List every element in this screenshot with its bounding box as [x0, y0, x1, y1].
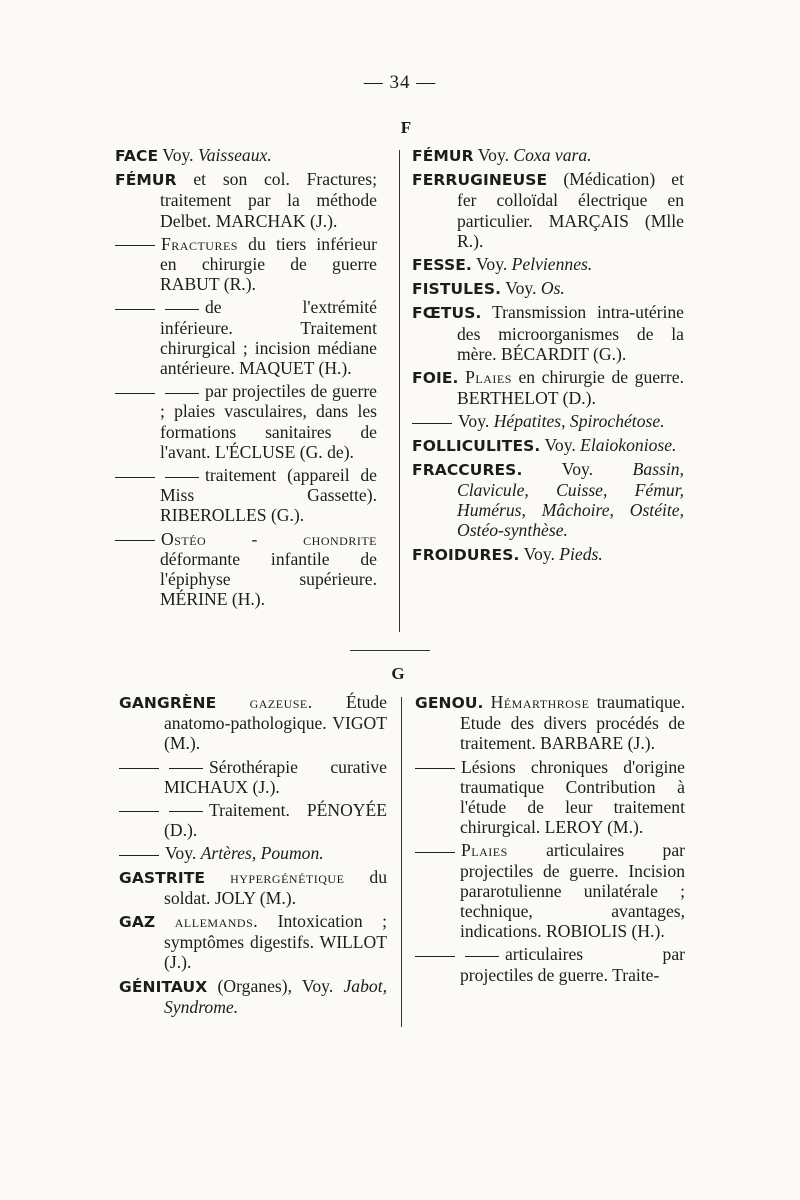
- entry-ferrugineuse: FERRUGINEUSE (Médication) et fer colloïdal électrique en particulier. MARÇAIS (Mlle R.).: [412, 169, 684, 251]
- entry-face: FACE Voy. Vaisseaux.: [115, 145, 272, 165]
- column-g-left: [119, 692, 387, 1020]
- entry-gastrite: GASTRITE hypergénétique du soldat. JOLY (M.).: [119, 866, 387, 908]
- column-divider-g: [401, 697, 402, 1027]
- entry-fraccures: FRACCURES. Voy. Bassin, Clavicule, Cuisse, Fémur, Humérus, Mâchoire, Ostéite, Ostéo-synthèse.: [412, 458, 684, 541]
- entry-gangrene-voy: Voy. Artères, Poumon.: [119, 843, 387, 863]
- entry-foetus: FŒTUS. Transmission intra-utérine des microorganismes de la mère. BÉCARDIT (G.).: [412, 302, 684, 364]
- entry-fesse: FESSE. Voy. Pelviennes.: [412, 254, 593, 275]
- entry-fistules: FISTULES. Voy. Os.: [412, 278, 565, 299]
- entry-femur-projectiles: par projectiles de guerre ; plaies vasculaires, dans les formations sanitaires de l'avant. L'ÉCLUSE (G. de).: [115, 381, 377, 462]
- entry-gangrene-serotherapie: Sérothérapie curative MICHAUX (J.).: [119, 757, 387, 797]
- entry-foie: FOIE. Plaies en chirurgie de guerre. BERTHELOT (D.).: [412, 367, 684, 409]
- column-f-left: [115, 145, 377, 612]
- entry-femur-coxa: FÉMUR Voy. Coxa vara.: [412, 145, 592, 165]
- entry-femur-extremite: de l'extrémité inférieure. Traitement chirurgical ; incision médiane antérieure. MAQUET (H.).: [115, 297, 377, 378]
- section-divider: [350, 650, 430, 651]
- page-number: — 34 —: [363, 72, 437, 93]
- column-divider-f: [399, 150, 400, 632]
- entry-folliculites: FOLLICULITES. Voy. Elaiokoniose.: [412, 434, 677, 455]
- entry-genou-plaies: Plaies articulaires par projectiles de guerre. Incision pararotulienne unilatérale ; technique, avantages, indications. ROBIOLIS (H.).: [415, 840, 685, 941]
- entry-froidures: FROIDURES. Voy. Pieds.: [412, 543, 603, 564]
- entry-femur-fractures: Fractures du tiers inférieur en chirurgie de guerre RABUT (R.).: [115, 234, 377, 295]
- entry-genou-lesions: Lésions chroniques d'origine traumatique Contribution à l'étude de leur traitement chirurgical. LEROY (M.).: [415, 757, 685, 838]
- column-g-right: [415, 692, 685, 988]
- entry-genou: GENOU. Hémarthrose traumatique. Etude des divers procédés de traitement. BARBARE (J.).: [415, 692, 685, 754]
- entry-gangrene-traitement: Traitement. PÉNOYÉE (D.).: [119, 800, 387, 840]
- column-f-right: [412, 145, 684, 568]
- entry-femur-osteo: Ostéo - chondrite déformante infantile de l'épiphyse supérieure. MÉRINE (H.).: [115, 529, 377, 610]
- entry-gangrene: GANGRÈNE gazeuse. Étude anatomo-pathologique. VIGOT (M.).: [119, 692, 387, 754]
- entry-foie-voy: Voy. Hépatites, Spirochétose.: [412, 411, 684, 431]
- entry-femur: FÉMUR et son col. Fractures; traitement par la méthode Delbet. MARCHAK (J.).: [115, 169, 377, 231]
- entry-gaz: GAZ allemands. Intoxication ; symptômes digestifs. WILLOT (J.).: [119, 911, 388, 973]
- section-letter-f: F: [400, 118, 412, 137]
- entry-femur-traitement: traitement (appareil de Miss Gassette). RIBEROLLES (G.).: [115, 465, 377, 526]
- entry-genou-articulaires: articulaires par projectiles de guerre. Traite-: [415, 944, 685, 984]
- entry-genitaux: GÉNITAUX (Organes), Voy. Jabot, Syndrome.: [119, 975, 387, 1017]
- section-letter-g: G: [391, 664, 405, 683]
